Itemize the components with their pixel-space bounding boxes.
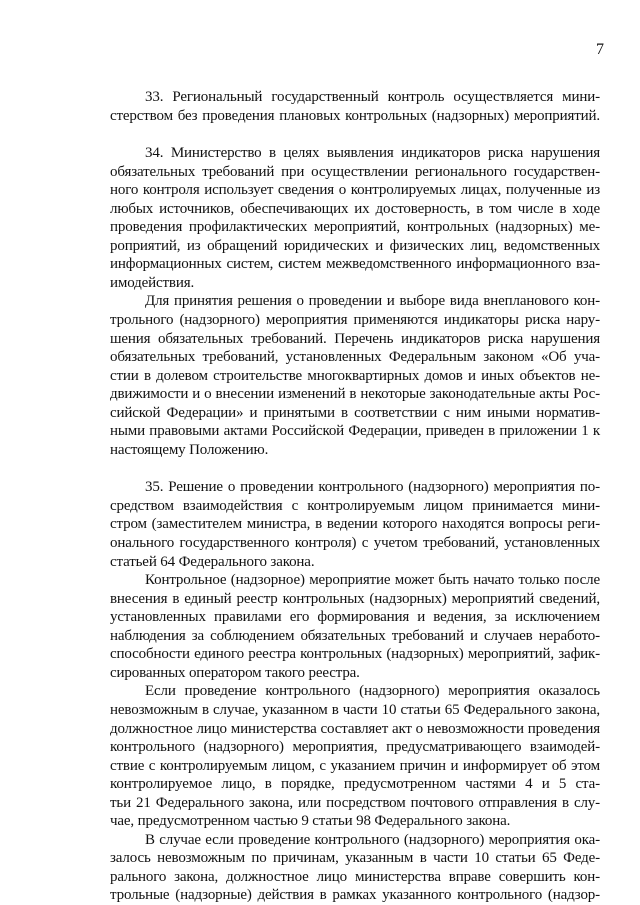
text-line: статьей 64 Федерального закона.	[110, 553, 315, 570]
text-line: имодействия.	[110, 274, 195, 291]
text-line: чае, предусмотренном частью 9 статьи 98 Федерального закона.	[110, 813, 511, 830]
text-line: средством взаимодействия с контролируемым лицом принимается мини-	[110, 497, 600, 514]
text-line: движимости и о внесении изменений в некоторые законодательные акты Рос-	[110, 386, 600, 403]
text-line: Контрольное (надзорное) мероприятие может быть начато только после	[145, 572, 600, 589]
text-line: 35. Решение о проведении контрольного (надзорного) мероприятия по-	[145, 479, 600, 496]
text-line: В случае если проведение контрольного (надзорного) мероприятия ока-	[145, 831, 600, 848]
text-line: Для принятия решения о проведении и выборе вида внепланового кон-	[145, 293, 600, 310]
text-line: трольные (надзорные) действия в рамках указанного контрольного (надзор-	[110, 887, 600, 904]
text-line: проведения профилактических мероприятий, контрольных (надзорных) ме-	[110, 219, 600, 236]
text-line: обязательных требований, установленных Федеральным законом «Об уча-	[110, 349, 600, 366]
text-line: контролируемое лицо, в порядке, предусмотренном частями 4 и 5 ста-	[110, 776, 600, 793]
text-line: стии в долевом строительстве многоквартирных домов и иных объектов не-	[110, 367, 600, 384]
paragraph-gap	[110, 125, 600, 144]
text-line: ными правовыми актами Российской Федерации, приведен в приложении 1 к	[110, 423, 600, 440]
text-line: наблюдения за соблюдением обязательных требований и случаев неработо-	[110, 627, 600, 644]
text-line: роприятий, из обращений юридических и физических лиц, ведомственных	[110, 237, 600, 254]
text-line: онального государственного контроля) с учетом требований, установленных	[110, 535, 600, 552]
text-line: рального закона, должностное лицо министерства вправе совершить кон-	[110, 868, 600, 885]
text-line: стром (заместителем министра, в ведении которого находятся вопросы реги-	[110, 516, 600, 533]
text-line: стерством без проведения плановых контрольных (надзорных) мероприятий.	[110, 107, 600, 124]
text-line: залось невозможным по причинам, указанным в части 10 статьи 65 Феде-	[110, 850, 600, 867]
text-line: ного контроля использует сведения о контролируемых лицах, полученные из	[110, 182, 600, 199]
paragraph-gap	[110, 459, 600, 478]
text-line: настоящему Положению.	[110, 441, 269, 458]
text-line: контрольного (надзорного) мероприятия, предусматривающего взаимодей-	[110, 739, 600, 756]
text-line: трольного (надзорного) мероприятия применяются индикаторы риска нару-	[110, 312, 600, 329]
text-line: любых источников, обеспечивающих их достоверность, в том числе в ходе	[110, 200, 600, 217]
text-line: тьи 21 Федерального закона, или посредством почтового отправления в слу-	[110, 794, 600, 811]
document-body	[110, 88, 600, 905]
text-line: 33. Региональный государственный контроль осуществляется мини-	[145, 89, 600, 105]
text-line: должностное лицо министерства составляет акт о невозможности проведения	[110, 720, 600, 737]
text-line: шения обязательных требований. Перечень индикаторов риска нарушения	[110, 330, 600, 347]
text-line: сированных оператором такого реестра.	[110, 664, 360, 681]
text-line: информационных систем, систем межведомственного информационного вза-	[110, 256, 600, 273]
text-line: обязательных требований при осуществлении регионального государствен-	[110, 163, 600, 180]
text-line: 34. Министерство в целях выявления индикаторов риска нарушения	[145, 145, 600, 162]
text-line: установленных правилами его формирования и ведения, за исключением	[110, 609, 600, 626]
page-number: 7	[596, 41, 604, 58]
text-line: внесения в единый реестр контрольных (надзорных) мероприятий сведений,	[110, 590, 600, 607]
text-line: Если проведение контрольного (надзорного) мероприятия оказалось	[145, 683, 600, 700]
text-line: сийской Федерации» и принятыми в соответствии с ним иными норматив-	[110, 404, 600, 421]
text-line: ствие с контролируемым лицом, с указанием причин и информирует об этом	[110, 757, 600, 774]
text-line: невозможным в случае, указанном в части 10 статьи 65 Федерального закона,	[110, 701, 600, 718]
text-line: способности единого реестра контрольных (надзорных) мероприятий, зафик-	[110, 646, 600, 663]
